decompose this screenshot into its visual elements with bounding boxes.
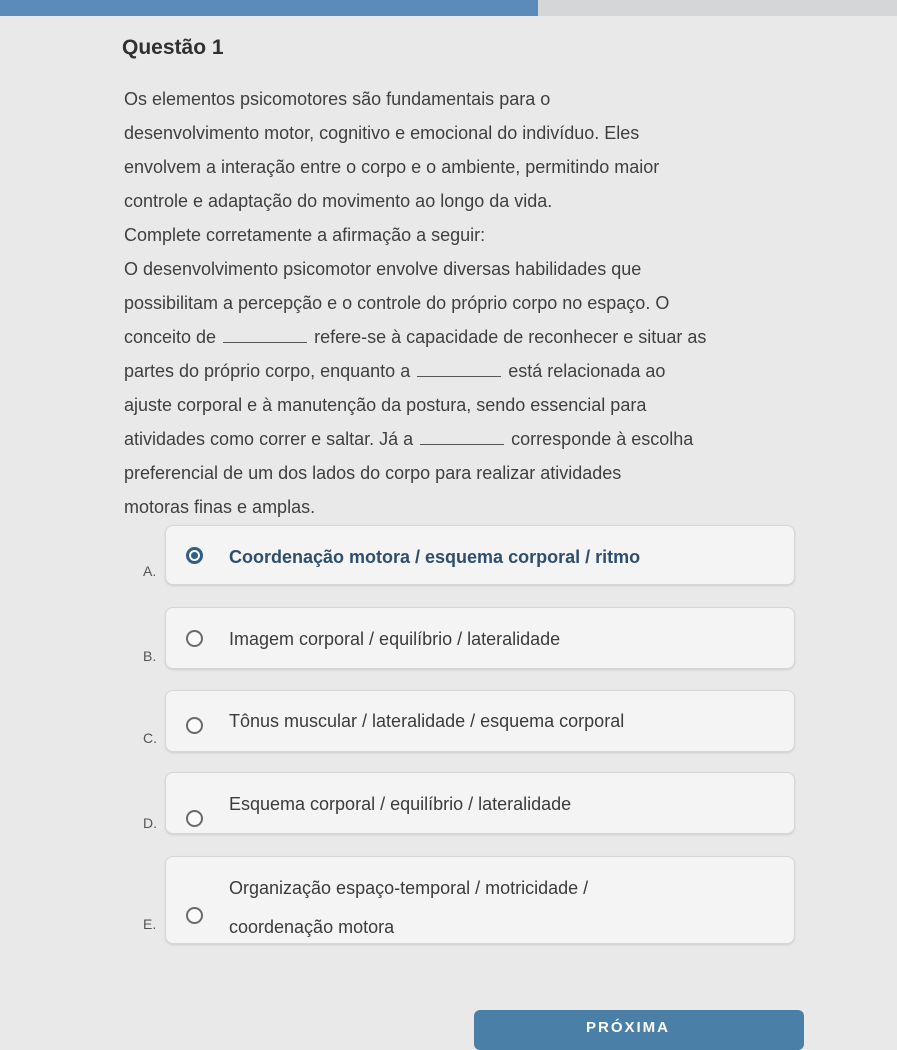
page-title: Questão 1 [122, 36, 224, 59]
option-c-label: Tônus muscular / lateralidade / esquema corporal [229, 711, 625, 731]
option-e-label-line1: Organização espaço-temporal / motricidade / [229, 878, 589, 898]
question-line [124, 320, 794, 354]
question-line: Complete corretamente a afirmação a seguir: [124, 225, 486, 245]
option-letter-d: D. [143, 815, 157, 831]
option-c[interactable] [165, 690, 795, 752]
question-line [124, 422, 794, 456]
question-text-part: está relacionada ao [508, 361, 666, 381]
answer-blank [420, 426, 504, 445]
option-a-label: Coordenação motora / esquema corporal / ritmo [229, 547, 641, 567]
question-line: desenvolvimento motor, cognitivo e emocional do indivíduo. Eles [124, 123, 640, 143]
progress-bar [0, 0, 897, 16]
question-text-part: refere-se à capacidade de reconhecer e situar as [314, 327, 707, 347]
question-text [124, 82, 794, 524]
option-letter-a: A. [143, 563, 157, 579]
question-text-part: conceito de [124, 327, 217, 347]
question-text-part: corresponde à escolha [511, 429, 694, 449]
question-line: Os elementos psicomotores são fundamentais para o [124, 89, 551, 109]
question-line: preferencial de um dos lados do corpo para realizar atividades [124, 463, 622, 483]
radio-option-b[interactable] [186, 630, 203, 647]
answer-blank [223, 324, 307, 343]
question-line: motoras finas e amplas. [124, 497, 316, 517]
question-text-part: partes do próprio corpo, enquanto a [124, 361, 411, 381]
next-button[interactable] [474, 1010, 804, 1050]
option-e-label-line2: coordenação motora [229, 917, 395, 937]
question-line: ajuste corporal e à manutenção da postura, sendo essencial para [124, 395, 647, 415]
answer-blank [417, 358, 501, 377]
question-line [124, 354, 794, 388]
option-a[interactable] [165, 525, 795, 585]
option-d-label: Esquema corporal / equilíbrio / lateralidade [229, 794, 572, 814]
question-line: O desenvolvimento psicomotor envolve diversas habilidades que [124, 259, 642, 279]
question-text-part: atividades como correr e saltar. Já a [124, 429, 414, 449]
progress-bar-fill [0, 0, 538, 16]
radio-option-c[interactable] [186, 717, 203, 734]
option-d[interactable] [165, 772, 795, 834]
radio-option-e[interactable] [186, 907, 203, 924]
option-letter-c: C. [143, 730, 157, 746]
option-letter-e: E. [143, 916, 157, 932]
radio-option-d[interactable] [186, 810, 203, 827]
question-line: controle e adaptação do movimento ao longo da vida. [124, 191, 553, 211]
question-line: possibilitam a percepção e o controle do próprio corpo no espaço. O [124, 293, 670, 313]
question-line: envolvem a interação entre o corpo e o ambiente, permitindo maior [124, 157, 660, 177]
option-letter-b: B. [143, 648, 157, 664]
radio-option-a[interactable] [186, 547, 203, 564]
option-b-label: Imagem corporal / equilíbrio / lateralidade [229, 629, 561, 649]
option-b[interactable] [165, 607, 795, 669]
next-button-label: PRÓXIMA [586, 1019, 671, 1036]
option-e[interactable] [165, 856, 795, 944]
